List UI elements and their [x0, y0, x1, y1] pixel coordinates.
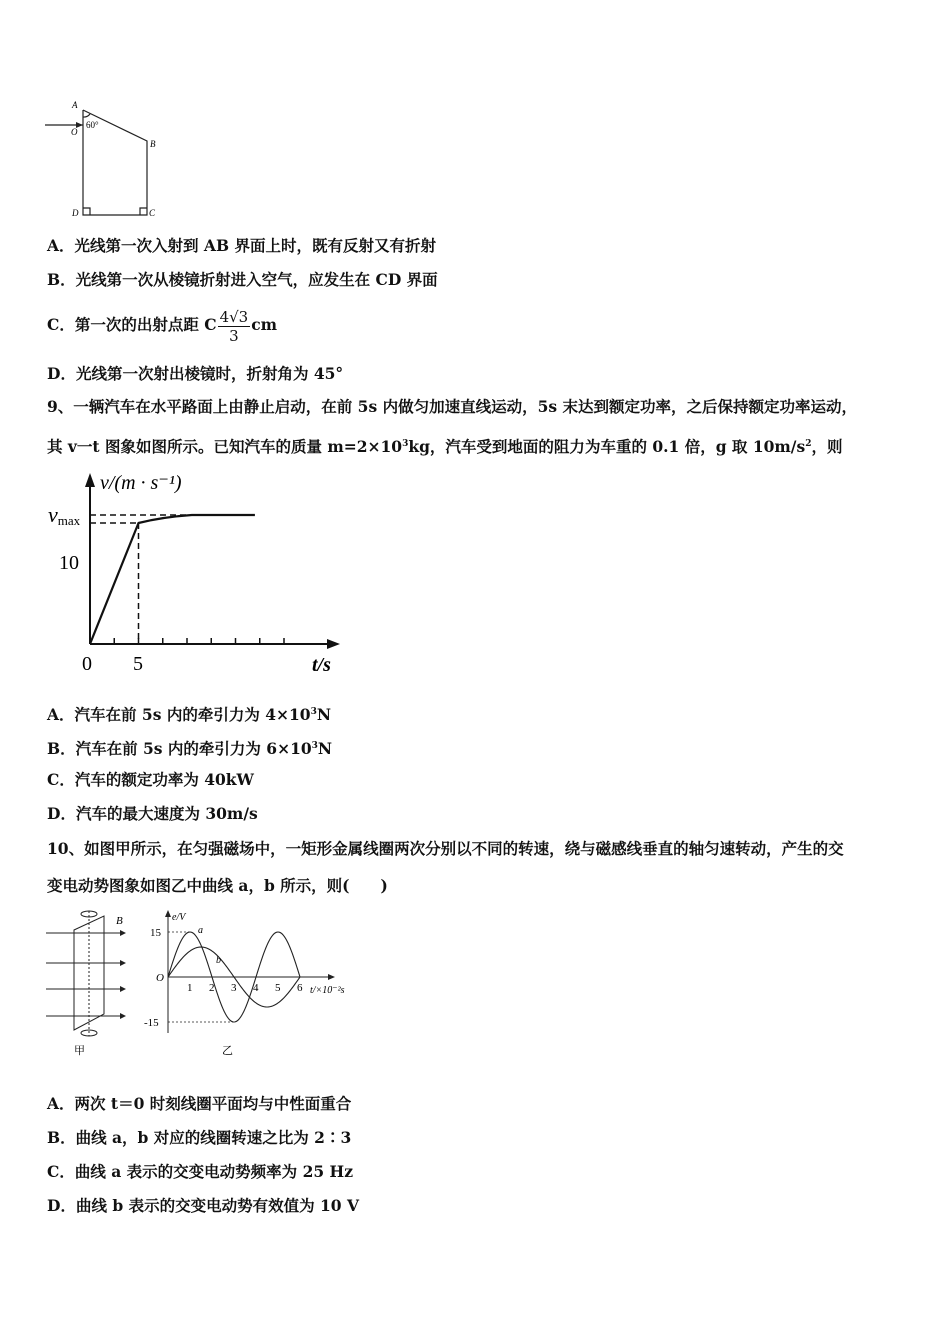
- q9-option-c: [47, 770, 254, 790]
- label-a: A: [72, 100, 78, 110]
- q10-option-a: [47, 1094, 351, 1114]
- q10-option-c: [47, 1162, 353, 1182]
- label-b: B: [150, 139, 156, 149]
- option-unit: N: [316, 705, 332, 725]
- stem-text: ，则: [811, 437, 843, 457]
- x-tick-label: 6: [297, 982, 303, 994]
- y-axis-arrow-icon: [85, 473, 95, 487]
- x-tick-label: 3: [231, 982, 237, 994]
- x-tick-label: 5: [275, 982, 281, 994]
- y-axis-label: e/V: [172, 912, 186, 923]
- option-text: 汽车在前 5s 内的牵引力为 4×10: [74, 705, 311, 725]
- q9-option-d: [47, 804, 258, 824]
- option-text: 曲线 a，b 对应的线圈转速之比为 2∶3: [75, 1128, 352, 1147]
- fraction: [218, 308, 251, 345]
- label-o: O: [71, 127, 78, 137]
- vt-chart: [44, 463, 354, 683]
- x-tick-label: 1: [187, 982, 193, 994]
- option-label: D．: [47, 364, 76, 383]
- q8-option-a: [47, 236, 436, 256]
- label-d: D: [72, 208, 79, 218]
- q8-option-d: [47, 364, 343, 384]
- option-label: D．: [47, 1196, 76, 1215]
- field-arrow-icon: [120, 1013, 126, 1019]
- x-tick-5: 5: [133, 653, 143, 675]
- option-label: D．: [47, 804, 76, 823]
- option-label: A．: [47, 236, 75, 255]
- caption-yi: 乙: [222, 1045, 233, 1057]
- label-c: C: [149, 208, 156, 218]
- option-label: B．: [47, 1128, 76, 1147]
- option-text: 曲线 a 表示的交变电动势频率为 25 Hz: [74, 1162, 353, 1181]
- field-arrow-icon: [120, 960, 126, 966]
- y-axis-arrow-icon: [165, 910, 171, 917]
- option-text: 汽车的额定功率为 40kW: [74, 770, 254, 789]
- q9-option-b: [47, 736, 332, 759]
- option-text: 汽车的最大速度为 30m/s: [75, 804, 258, 823]
- option-unit: N: [317, 739, 333, 759]
- stem-sup: 3: [402, 439, 409, 449]
- option-text: 两次 t＝0 时刻线圈平面均与中性面重合: [74, 1094, 352, 1113]
- option-sup: 3: [311, 741, 318, 751]
- x-axis-label: t/×10⁻²s: [310, 985, 345, 996]
- prism-figure: [40, 96, 170, 226]
- option-unit: cm: [251, 315, 278, 334]
- right-angle-c: [140, 208, 147, 215]
- right-angle-d: [83, 208, 90, 215]
- option-text: 光线第一次入射到 AB 界面上时，既有反射又有折射: [74, 236, 436, 255]
- y-tick-vmax: [48, 502, 81, 528]
- q8-option-c: [47, 306, 277, 345]
- q8-option-b: [47, 270, 438, 290]
- q9-stem-line2: [47, 434, 842, 457]
- q9-option-a: [47, 702, 331, 725]
- option-label: A．: [47, 705, 75, 725]
- option-text: 第一次的出射点距 C: [74, 315, 217, 334]
- option-sup: 3: [310, 707, 317, 717]
- vmax-sub: max: [57, 513, 81, 528]
- option-label: C．: [47, 770, 75, 789]
- q10-stem-line2: 变电动势图象如图乙中曲线 a，b 所示，则( ): [47, 876, 388, 895]
- fraction-denominator: 3: [229, 326, 239, 345]
- y-tick-10: 10: [59, 552, 79, 574]
- coil-figure: [40, 908, 135, 1058]
- option-text: 曲线 b 表示的交变电动势有效值为 10 V: [75, 1196, 359, 1215]
- series-vt-line: [90, 515, 255, 644]
- x-axis-label: t/s: [312, 654, 331, 676]
- x-axis-arrow-icon: [328, 974, 335, 980]
- q10-option-d: [47, 1196, 359, 1216]
- field-arrow-icon: [120, 986, 126, 992]
- stem-text: 其 v一t 图象如图所示。已知汽车的质量 m=2×10: [47, 437, 403, 457]
- x-tick-0: 0: [82, 653, 92, 675]
- field-arrow-icon: [120, 930, 126, 936]
- option-text: 光线第一次射出棱镜时，折射角为 45°: [75, 364, 344, 383]
- angle-arc: [83, 114, 90, 117]
- b-field-label: B: [116, 915, 123, 927]
- et-chart: [138, 905, 368, 1060]
- x-tick-label: 4: [253, 982, 259, 994]
- x-axis-arrow-icon: [327, 639, 340, 649]
- label-angle: 60°: [86, 120, 99, 130]
- y-tick-neg15: -15: [144, 1017, 159, 1029]
- series-b-label: b: [216, 955, 221, 966]
- option-label: C．: [47, 1162, 75, 1181]
- caption-jia: 甲: [74, 1045, 85, 1057]
- vmax-main: v: [48, 502, 58, 527]
- y-tick-15: 15: [150, 927, 161, 939]
- stem-sup: 2: [805, 439, 812, 449]
- option-label: B．: [47, 739, 76, 759]
- q10-option-b: [47, 1128, 351, 1148]
- x-tick-label: 2: [209, 982, 215, 994]
- q10-stem-line1: 10、如图甲所示，在匀强磁场中，一矩形金属线圈两次分别以不同的转速，绕与磁感线垂直的轴匀速转动，产生的交: [47, 839, 844, 858]
- option-text: 光线第一次从棱镜折射进入空气，应发生在 CD 界面: [75, 270, 438, 289]
- option-label: B．: [47, 270, 76, 289]
- option-label: A．: [47, 1094, 75, 1113]
- y-axis-label: v/(m · s⁻¹): [100, 472, 182, 494]
- q9-stem-line1: 9、一辆汽车在水平路面上由静止启动，在前 5s 内做匀加速直线运动，5s 末达到额定功率，之后保持额定功率运动，: [47, 397, 857, 416]
- option-label: C．: [47, 315, 75, 334]
- option-text: 汽车在前 5s 内的牵引力为 6×10: [75, 739, 312, 759]
- stem-text: kg，汽车受到地面的阻力为车重的 0.1 倍，g 取 10m/s: [408, 437, 806, 457]
- fraction-numerator: 4√3: [219, 307, 249, 326]
- series-a-label: a: [198, 925, 203, 936]
- y-tick-origin: O: [156, 972, 164, 984]
